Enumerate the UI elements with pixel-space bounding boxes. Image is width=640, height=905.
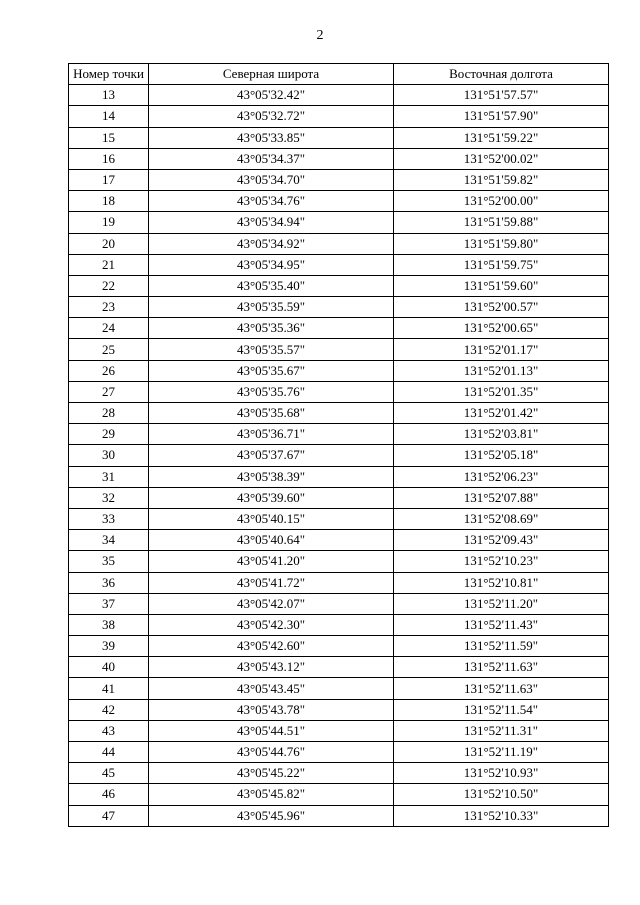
point-number-cell: 40 xyxy=(69,657,149,678)
latitude-cell: 43°05'32.72" xyxy=(149,106,394,127)
latitude-cell: 43°05'35.36" xyxy=(149,318,394,339)
table-row xyxy=(69,487,609,508)
table-body xyxy=(69,85,609,827)
table-row xyxy=(69,127,609,148)
table-row xyxy=(69,381,609,402)
point-number-cell: 31 xyxy=(69,466,149,487)
point-number-cell: 30 xyxy=(69,445,149,466)
latitude-cell: 43°05'45.82" xyxy=(149,784,394,805)
longitude-cell: 131°52'06.23" xyxy=(394,466,609,487)
point-number-cell: 15 xyxy=(69,127,149,148)
longitude-cell: 131°51'57.57" xyxy=(394,85,609,106)
table-row xyxy=(69,593,609,614)
point-number-cell: 46 xyxy=(69,784,149,805)
latitude-cell: 43°05'41.20" xyxy=(149,551,394,572)
latitude-cell: 43°05'40.15" xyxy=(149,508,394,529)
latitude-cell: 43°05'36.71" xyxy=(149,424,394,445)
point-number-cell: 42 xyxy=(69,699,149,720)
point-number-cell: 20 xyxy=(69,233,149,254)
table-row xyxy=(69,360,609,381)
point-number-cell: 36 xyxy=(69,572,149,593)
longitude-cell: 131°51'59.88" xyxy=(394,212,609,233)
latitude-cell: 43°05'37.67" xyxy=(149,445,394,466)
point-number-cell: 38 xyxy=(69,614,149,635)
point-number-cell: 26 xyxy=(69,360,149,381)
latitude-cell: 43°05'40.64" xyxy=(149,530,394,551)
longitude-cell: 131°52'10.50" xyxy=(394,784,609,805)
point-number-cell: 14 xyxy=(69,106,149,127)
longitude-cell: 131°51'59.60" xyxy=(394,275,609,296)
coordinates-table xyxy=(68,63,609,827)
longitude-cell: 131°52'11.63" xyxy=(394,678,609,699)
point-number-cell: 23 xyxy=(69,297,149,318)
table-row xyxy=(69,403,609,424)
longitude-cell: 131°52'11.31" xyxy=(394,720,609,741)
page-number: 2 xyxy=(316,28,324,43)
latitude-cell: 43°05'33.85" xyxy=(149,127,394,148)
latitude-cell: 43°05'39.60" xyxy=(149,487,394,508)
table-row xyxy=(69,657,609,678)
longitude-cell: 131°52'11.63" xyxy=(394,657,609,678)
point-number-cell: 29 xyxy=(69,424,149,445)
point-number-cell: 22 xyxy=(69,275,149,296)
longitude-cell: 131°52'09.43" xyxy=(394,530,609,551)
longitude-cell: 131°52'10.81" xyxy=(394,572,609,593)
table-row xyxy=(69,106,609,127)
point-number-cell: 32 xyxy=(69,487,149,508)
latitude-cell: 43°05'34.95" xyxy=(149,254,394,275)
latitude-cell: 43°05'42.07" xyxy=(149,593,394,614)
table-row xyxy=(69,466,609,487)
longitude-cell: 131°52'00.02" xyxy=(394,148,609,169)
latitude-cell: 43°05'45.96" xyxy=(149,805,394,826)
latitude-cell: 43°05'35.57" xyxy=(149,339,394,360)
latitude-cell: 43°05'44.76" xyxy=(149,742,394,763)
table-row xyxy=(69,636,609,657)
table-row xyxy=(69,530,609,551)
latitude-cell: 43°05'38.39" xyxy=(149,466,394,487)
point-number-cell: 34 xyxy=(69,530,149,551)
header-north-latitude: Северная широта xyxy=(149,64,394,85)
table-header-row xyxy=(69,64,609,85)
point-number-cell: 24 xyxy=(69,318,149,339)
table-row xyxy=(69,424,609,445)
longitude-cell: 131°51'59.82" xyxy=(394,169,609,190)
point-number-cell: 19 xyxy=(69,212,149,233)
table-row xyxy=(69,212,609,233)
longitude-cell: 131°51'59.22" xyxy=(394,127,609,148)
table-row xyxy=(69,678,609,699)
latitude-cell: 43°05'35.40" xyxy=(149,275,394,296)
table-row xyxy=(69,763,609,784)
longitude-cell: 131°52'01.35" xyxy=(394,381,609,402)
longitude-cell: 131°52'00.00" xyxy=(394,191,609,212)
longitude-cell: 131°51'57.90" xyxy=(394,106,609,127)
longitude-cell: 131°52'07.88" xyxy=(394,487,609,508)
longitude-cell: 131°52'11.54" xyxy=(394,699,609,720)
table-row xyxy=(69,339,609,360)
table-row xyxy=(69,191,609,212)
table-row xyxy=(69,85,609,106)
latitude-cell: 43°05'43.45" xyxy=(149,678,394,699)
table-row xyxy=(69,445,609,466)
table-row xyxy=(69,699,609,720)
latitude-cell: 43°05'34.76" xyxy=(149,191,394,212)
point-number-cell: 41 xyxy=(69,678,149,699)
table-row xyxy=(69,805,609,826)
longitude-cell: 131°52'00.65" xyxy=(394,318,609,339)
latitude-cell: 43°05'34.70" xyxy=(149,169,394,190)
point-number-cell: 13 xyxy=(69,85,149,106)
longitude-cell: 131°51'59.75" xyxy=(394,254,609,275)
longitude-cell: 131°52'10.33" xyxy=(394,805,609,826)
longitude-cell: 131°52'11.20" xyxy=(394,593,609,614)
point-number-cell: 35 xyxy=(69,551,149,572)
point-number-cell: 21 xyxy=(69,254,149,275)
longitude-cell: 131°51'59.80" xyxy=(394,233,609,254)
latitude-cell: 43°05'34.37" xyxy=(149,148,394,169)
latitude-cell: 43°05'42.60" xyxy=(149,636,394,657)
table-row xyxy=(69,148,609,169)
longitude-cell: 131°52'11.19" xyxy=(394,742,609,763)
table-row xyxy=(69,508,609,529)
point-number-cell: 28 xyxy=(69,403,149,424)
point-number-cell: 45 xyxy=(69,763,149,784)
table-row xyxy=(69,742,609,763)
point-number-cell: 39 xyxy=(69,636,149,657)
point-number-cell: 37 xyxy=(69,593,149,614)
longitude-cell: 131°52'01.17" xyxy=(394,339,609,360)
table-row xyxy=(69,784,609,805)
header-point-number: Номер точки xyxy=(69,64,149,85)
point-number-cell: 17 xyxy=(69,169,149,190)
longitude-cell: 131°52'03.81" xyxy=(394,424,609,445)
table-row xyxy=(69,233,609,254)
latitude-cell: 43°05'43.78" xyxy=(149,699,394,720)
latitude-cell: 43°05'34.94" xyxy=(149,212,394,233)
table-row xyxy=(69,297,609,318)
latitude-cell: 43°05'35.68" xyxy=(149,403,394,424)
table-row xyxy=(69,614,609,635)
latitude-cell: 43°05'41.72" xyxy=(149,572,394,593)
longitude-cell: 131°52'08.69" xyxy=(394,508,609,529)
point-number-cell: 33 xyxy=(69,508,149,529)
longitude-cell: 131°52'00.57" xyxy=(394,297,609,318)
longitude-cell: 131°52'10.23" xyxy=(394,551,609,572)
table-row xyxy=(69,169,609,190)
longitude-cell: 131°52'05.18" xyxy=(394,445,609,466)
table-row xyxy=(69,720,609,741)
table-row xyxy=(69,254,609,275)
latitude-cell: 43°05'35.67" xyxy=(149,360,394,381)
header-east-longitude: Восточная долгота xyxy=(394,64,609,85)
point-number-cell: 18 xyxy=(69,191,149,212)
latitude-cell: 43°05'32.42" xyxy=(149,85,394,106)
point-number-cell: 47 xyxy=(69,805,149,826)
latitude-cell: 43°05'44.51" xyxy=(149,720,394,741)
longitude-cell: 131°52'11.59" xyxy=(394,636,609,657)
latitude-cell: 43°05'45.22" xyxy=(149,763,394,784)
point-number-cell: 27 xyxy=(69,381,149,402)
longitude-cell: 131°52'01.13" xyxy=(394,360,609,381)
point-number-cell: 16 xyxy=(69,148,149,169)
latitude-cell: 43°05'35.59" xyxy=(149,297,394,318)
table-row xyxy=(69,551,609,572)
latitude-cell: 43°05'43.12" xyxy=(149,657,394,678)
table-row xyxy=(69,572,609,593)
table-row xyxy=(69,275,609,296)
longitude-cell: 131°52'01.42" xyxy=(394,403,609,424)
latitude-cell: 43°05'34.92" xyxy=(149,233,394,254)
point-number-cell: 25 xyxy=(69,339,149,360)
latitude-cell: 43°05'42.30" xyxy=(149,614,394,635)
longitude-cell: 131°52'11.43" xyxy=(394,614,609,635)
table-row xyxy=(69,318,609,339)
latitude-cell: 43°05'35.76" xyxy=(149,381,394,402)
point-number-cell: 43 xyxy=(69,720,149,741)
point-number-cell: 44 xyxy=(69,742,149,763)
longitude-cell: 131°52'10.93" xyxy=(394,763,609,784)
